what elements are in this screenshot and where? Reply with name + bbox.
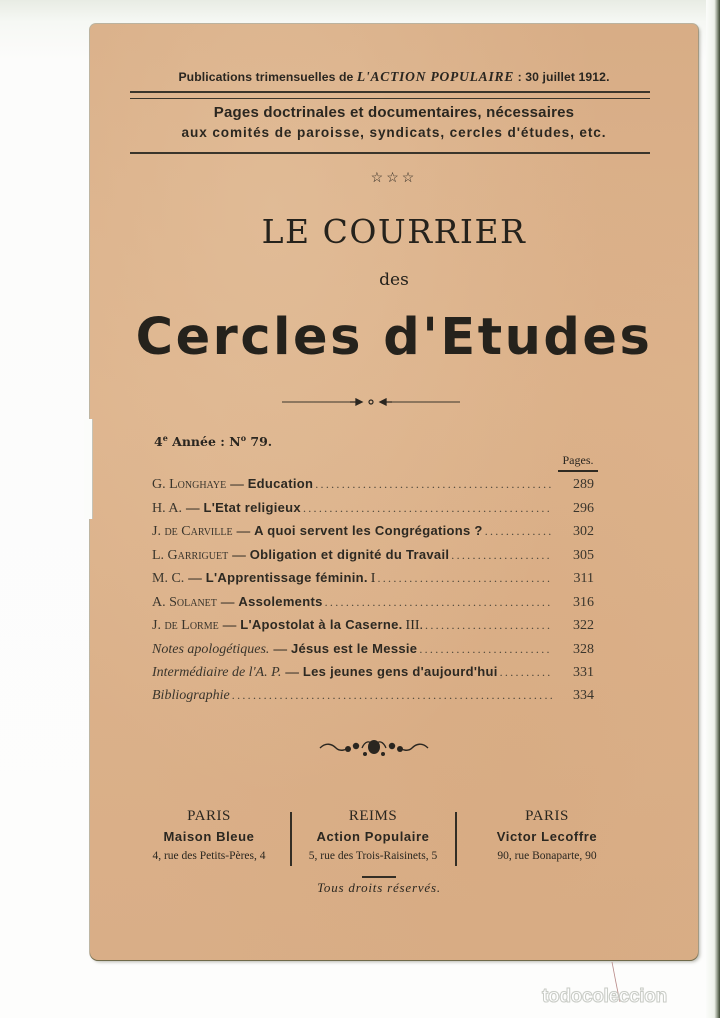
toc-author: Intermédiaire de l'A. P. — [152, 665, 282, 680]
toc-leader — [451, 548, 552, 563]
toc-leader — [315, 477, 552, 492]
table-of-contents — [152, 476, 594, 711]
toc-author: Notes apologétiques. — [152, 641, 270, 657]
toc-leader — [377, 571, 552, 586]
toc-page: 305 — [573, 547, 594, 563]
issue-num-sup: o — [240, 433, 247, 443]
title-line-2: des — [379, 270, 409, 290]
toc-title: L'Apprentissage féminin. — [205, 570, 368, 585]
issue-num: 79. — [246, 434, 273, 450]
toc-dash: — — [236, 523, 251, 538]
toc-page: 328 — [573, 641, 594, 657]
publisher-address: 4, rue des Petits-Pères, 4 — [152, 850, 266, 862]
rights-notice: Tous droits réservés. — [317, 880, 441, 895]
subheading-line-1: Pages doctrinales et documentaires, nécessaires — [213, 104, 575, 121]
toc-title: Jésus est le Messie — [290, 640, 418, 656]
toc-entry — [152, 547, 594, 571]
toc-part: I — [370, 571, 376, 586]
three-stars-icon: ☆☆☆ — [370, 171, 418, 186]
toc-dash: — — [188, 570, 202, 585]
toc-author: M. C. — [152, 571, 185, 586]
magazine-cover — [90, 24, 698, 960]
toc-author: A. Solanet — [152, 594, 217, 610]
header-prefix: Publications trimensuelles de — [178, 70, 357, 84]
toc-author: H. A. — [152, 500, 182, 516]
toc-dash: — — [220, 593, 235, 609]
header-publisher: L'ACTION POPULAIRE — [356, 69, 515, 84]
issue-number — [154, 433, 272, 449]
toc-dash: — — [185, 499, 200, 515]
toc-dash: — — [230, 476, 244, 491]
floral-ornament-icon — [318, 736, 430, 760]
toc-author: Bibliographie — [152, 687, 230, 703]
column-separator — [290, 812, 292, 866]
toc-title: A quoi servent les Congrégations ? — [254, 523, 483, 538]
publisher-address: 5, rue des Trois-Raisinets, 5 — [308, 850, 438, 862]
toc-page: 316 — [573, 594, 594, 610]
toc-part: III. — [405, 618, 424, 633]
issue-label: Année : N — [167, 434, 241, 450]
toc-title: Obligation et dignité du Travail — [249, 546, 450, 562]
toc-dash: — — [273, 640, 287, 656]
publisher-city: PARIS — [525, 808, 569, 824]
toc-dash: — — [232, 546, 246, 562]
toc-leader — [303, 501, 552, 516]
toc-leader — [419, 642, 552, 657]
toc-page: 289 — [573, 477, 594, 492]
toc-title: Education — [247, 476, 314, 491]
publisher-name: Action Populaire — [316, 829, 430, 844]
issue-year: 4 — [154, 434, 163, 450]
toc-entry — [152, 500, 594, 524]
rights-rule — [362, 876, 396, 878]
toc-entry — [152, 570, 594, 594]
toc-entry — [152, 476, 594, 500]
toc-dash: — — [222, 617, 237, 632]
scan-edge — [706, 0, 720, 1018]
publisher-paris-victor-lecoffre — [462, 806, 632, 864]
column-separator — [455, 812, 457, 866]
toc-author: L. Garriguet — [152, 547, 229, 563]
title-line-1: LE COURRIER — [261, 212, 527, 251]
publisher-name: Maison Bleue — [163, 829, 255, 844]
subheading-rule — [130, 152, 650, 154]
toc-page: 331 — [573, 665, 594, 680]
pages-column-heading: Pages. — [558, 453, 598, 472]
toc-title: Les jeunes gens d'aujourd'hui — [302, 664, 498, 679]
toc-leader — [232, 688, 552, 703]
publisher-name: Victor Lecoffre — [496, 829, 598, 844]
toc-author: G. Longhaye — [152, 477, 227, 492]
toc-title: Assolements — [238, 593, 323, 609]
header-double-rule — [130, 91, 650, 99]
publisher-city: PARIS — [187, 808, 231, 824]
toc-entry — [152, 688, 594, 712]
toc-title: L'Etat religieux — [203, 499, 301, 515]
title-line-3: Cercles d'Etudes — [135, 308, 653, 367]
toc-page: 302 — [573, 524, 594, 539]
publishers — [90, 806, 698, 866]
publisher-paris-maison-bleue — [128, 806, 290, 864]
header-date: 30 juillet 1912. — [525, 70, 610, 84]
watermark-logo: todocoleccion — [542, 986, 667, 1007]
toc-entry — [152, 617, 594, 641]
toc-dash: — — [285, 664, 299, 679]
toc-author: J. de Lorme — [152, 618, 219, 633]
toc-entry — [152, 523, 594, 547]
toc-entry — [152, 664, 594, 688]
publication-header — [130, 69, 658, 85]
toc-leader — [325, 595, 552, 610]
toc-title: L'Apostolat à la Caserne. — [240, 617, 403, 632]
toc-author: J. de Carville — [152, 524, 233, 539]
divider-flourish-icon — [282, 395, 460, 409]
toc-page: 334 — [573, 687, 594, 703]
toc-page: 311 — [573, 571, 594, 586]
subheading — [120, 103, 668, 143]
toc-entry — [152, 594, 594, 618]
publisher-city: REIMS — [348, 808, 398, 824]
subheading-line-2: aux comités de paroisse, syndicats, cercles d'études, etc. — [181, 125, 607, 140]
toc-page: 296 — [573, 500, 594, 516]
toc-entry — [152, 641, 594, 665]
publisher-reims-action-populaire — [298, 806, 448, 864]
toc-page: 322 — [573, 618, 594, 633]
publisher-address: 90, rue Bonaparte, 90 — [497, 850, 597, 862]
paper-notch — [84, 419, 93, 519]
issue-year-sup: e — [162, 433, 168, 443]
toc-leader — [500, 665, 552, 680]
toc-leader — [425, 618, 552, 633]
toc-leader — [485, 524, 552, 539]
header-separator: : — [514, 70, 526, 84]
